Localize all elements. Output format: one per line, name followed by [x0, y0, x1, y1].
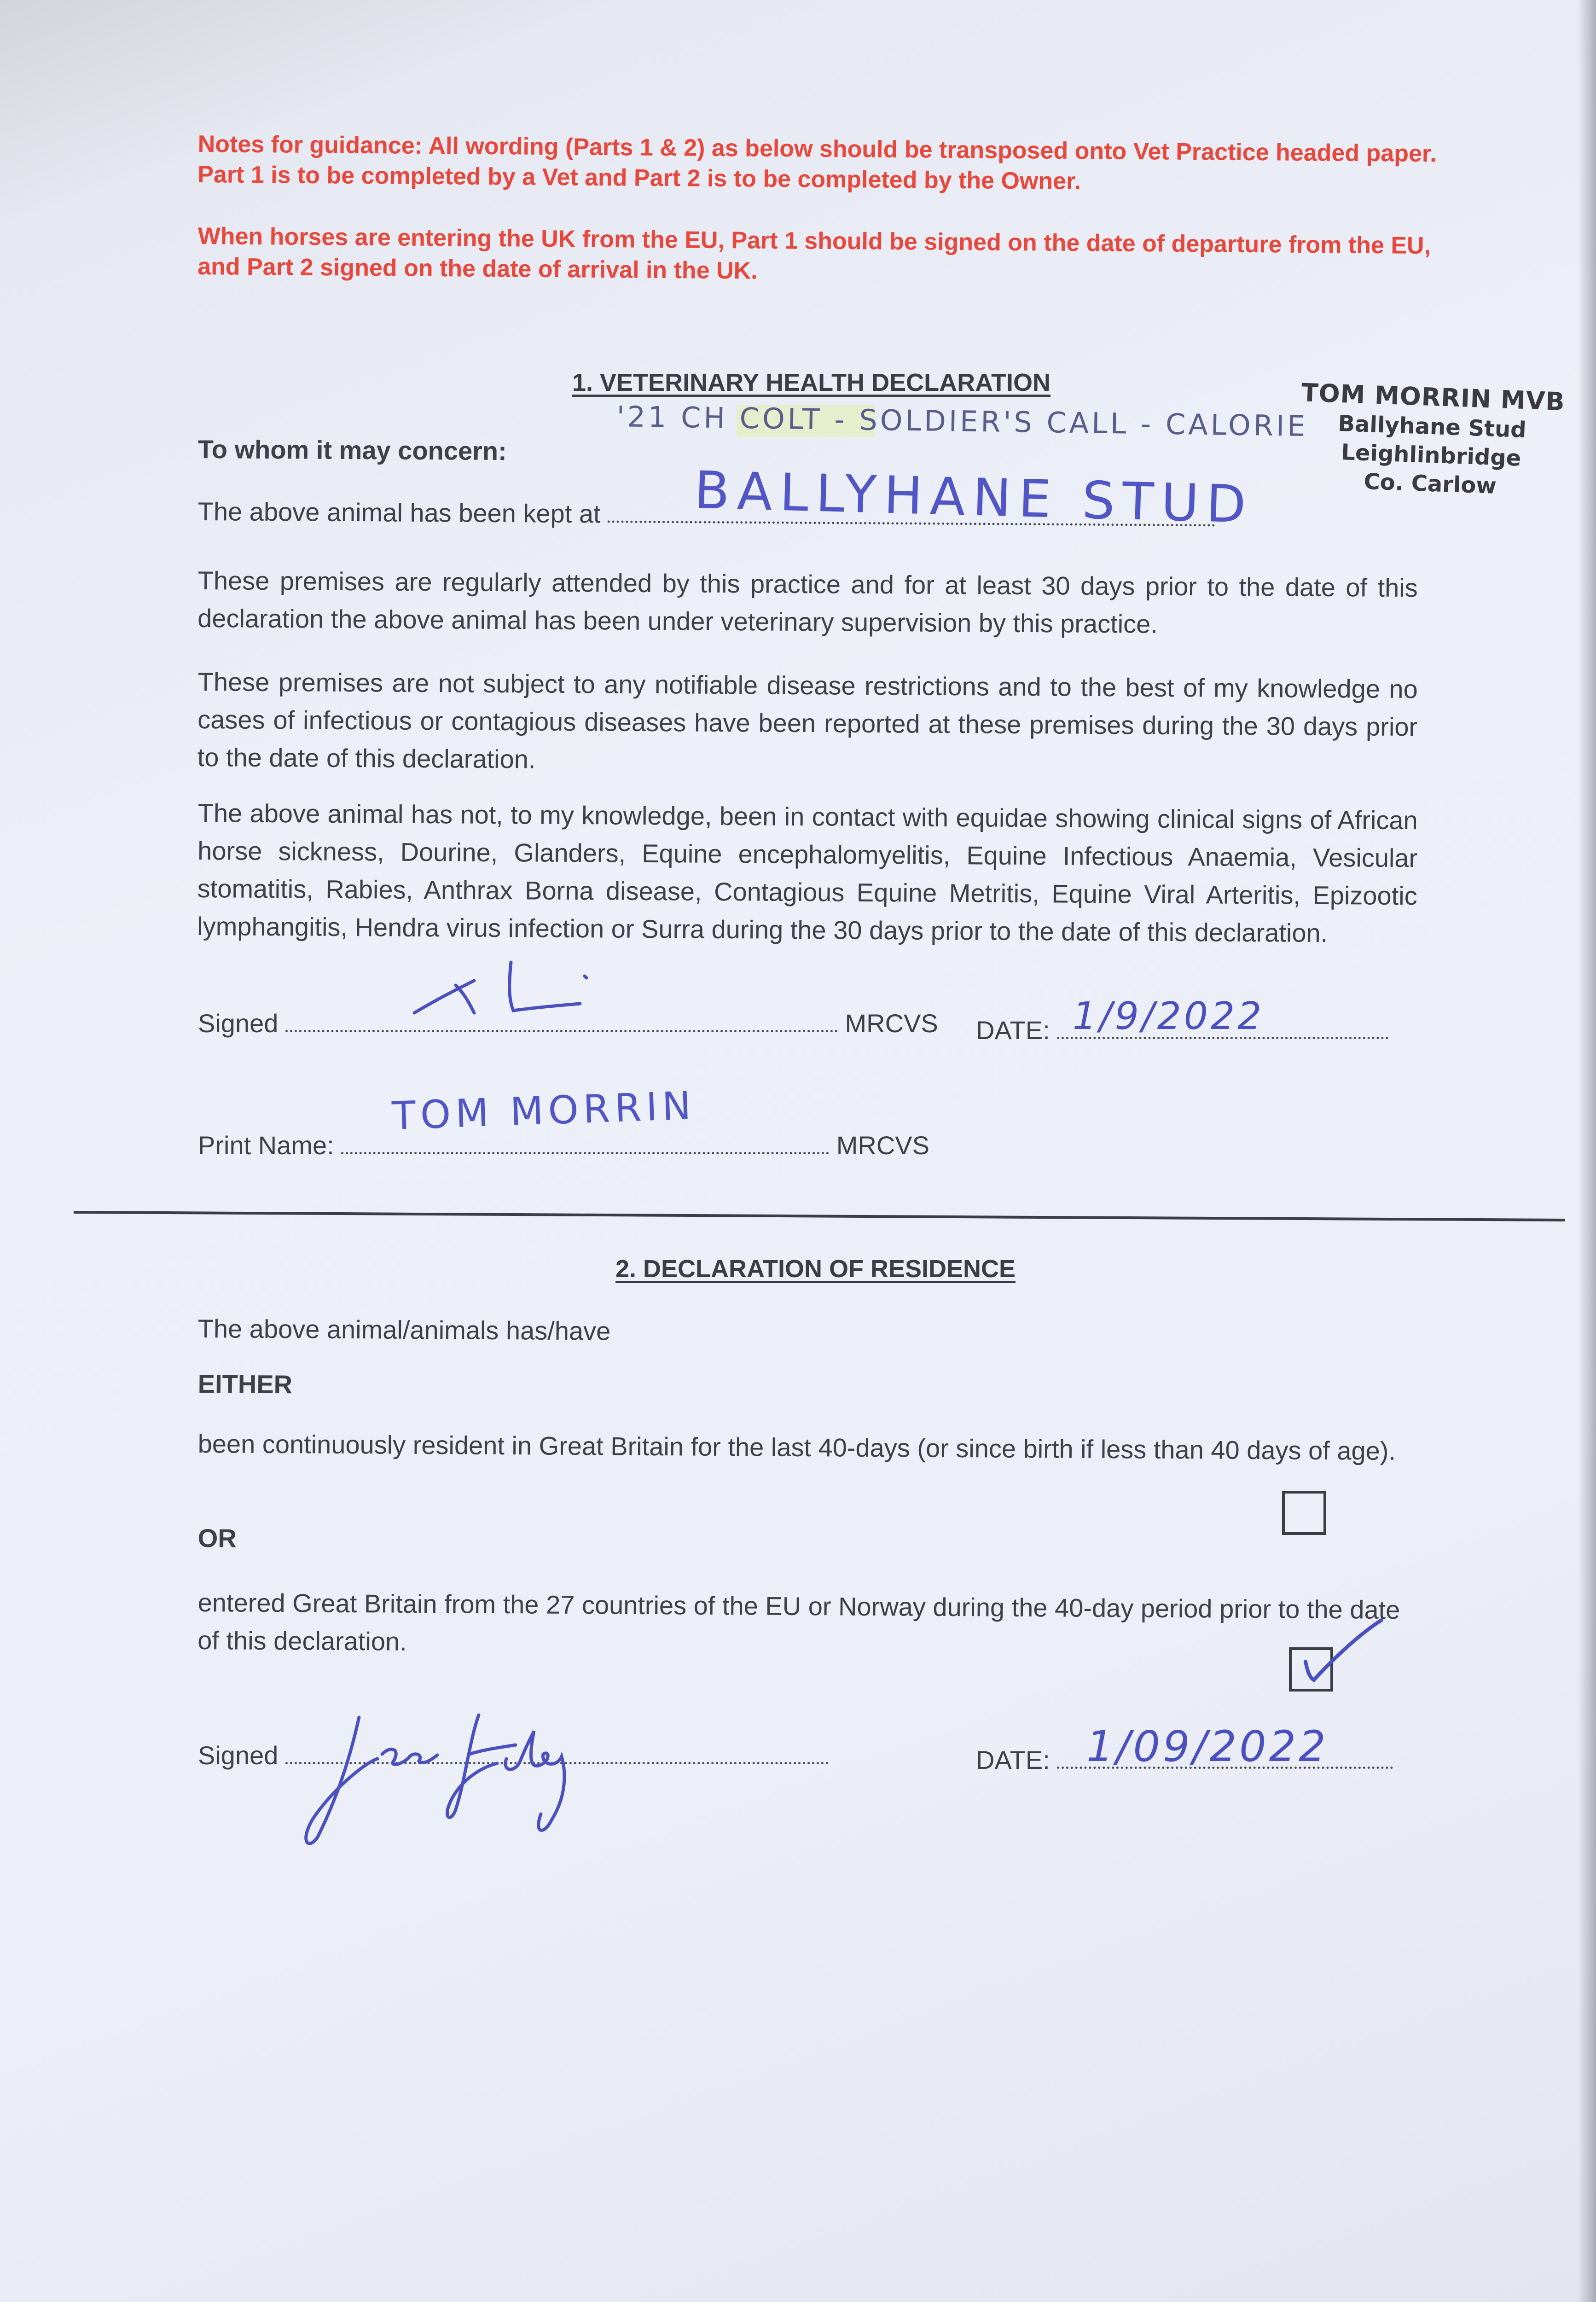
option-1-text: been continuously resident in Great Britain for the last 40-days (or since birth if less than 40 days of age). — [197, 1429, 1396, 1465]
mrcvs-label-2: MRCVS — [836, 1131, 929, 1160]
print-name-label: Print Name: — [198, 1131, 334, 1160]
date-label: DATE: — [976, 1016, 1050, 1045]
animal-id-handwritten: '21 CH COLT - SOLDIER'S CALL - CALORIE — [616, 400, 1308, 443]
checkmark-icon — [1301, 1622, 1402, 1696]
owner-date-label: DATE: — [976, 1745, 1050, 1774]
residence-intro: The above animal/animals has/have — [197, 1314, 611, 1346]
option-1-checkbox[interactable] — [1282, 1491, 1326, 1535]
mrcvs-label: MRCVS — [845, 1009, 938, 1038]
signature-line — [285, 1025, 838, 1032]
guidance-note-2: When horses are entering the UK from the EU, Part 1 should be signed on the date of departure from the EU, and Part 2 signed on the date of arrival in the UK. — [197, 222, 1431, 285]
declaration-paragraph-3: The above animal has not, to my knowledge, been in contact with equidae showing clinical signs of African horse sickness, Dourine, Glanders, Equine encephalomyelitis, Equine Infectious Anaemia, Vesicular stomatitis, Rabies, Anthrax Borna disease, Contagious Equine Metritis, Equine Viral Arteritis, Epizootic lymphangitis, Hendra virus infection or Surra during the 30 days prior to the date of this declaration. — [197, 798, 1418, 948]
kept-at-value: BALLYHANE STUD — [693, 460, 1254, 535]
signed-label: Signed — [198, 1009, 279, 1038]
stamp-line-2: Ballyhane Stud — [1337, 410, 1527, 443]
vet-signature — [405, 948, 598, 1022]
print-name-value: TOM MORRIN — [391, 1082, 696, 1139]
salutation: To whom it may concern: — [197, 434, 507, 466]
owner-date-value: 1/09/2022 — [1086, 1722, 1329, 1771]
declaration-paragraph-1: These premises are regularly attended by this practice and for at least 30 days prior to the date of this declaration the above animal has been under veterinary supervision by this practice. — [197, 565, 1418, 639]
stamp-line-4: Co. Carlow — [1363, 468, 1497, 499]
owner-signed-label: Signed — [198, 1741, 279, 1770]
print-name-line — [341, 1147, 829, 1154]
section-divider — [74, 1211, 1565, 1221]
print-name-row — [198, 1130, 929, 1160]
guidance-note-1: Notes for guidance: All wording (Parts 1 & 2) as below should be transposed onto Vet Practice headed paper. Part 1 is to be completed by a Vet and Part 2 is to be completed by the Owner. — [197, 130, 1437, 195]
or-label: OR — [197, 1523, 237, 1553]
section-2-heading: 2. DECLARATION OF RESIDENCE — [615, 1255, 1016, 1283]
declaration-paragraph-2: These premises are not subject to any notifiable disease restrictions and to the best of my knowledge no cases of infectious or contagious diseases have been reported at these premises during the 30 days prior to the date of this declaration. — [197, 667, 1418, 774]
option-2-checkbox[interactable] — [1289, 1647, 1333, 1692]
kept-at-label: The above animal has been kept at — [197, 496, 601, 529]
owner-signature — [285, 1703, 617, 1855]
vet-date-value: 1/9/2022 — [1073, 994, 1265, 1038]
vet-stamp — [1278, 377, 1585, 504]
section-1-heading: 1. VETERINARY HEALTH DECLARATION — [572, 369, 1051, 396]
stamp-line-3: Leighlinbridge — [1341, 439, 1522, 471]
option-2-text: entered Great Britain from the 27 countries of the EU or Norway during the 40-day period prior to the date of this declaration. — [197, 1587, 1400, 1656]
either-label: EITHER — [197, 1369, 293, 1399]
stamp-line-1: TOM MORRIN MVB — [1300, 378, 1566, 417]
